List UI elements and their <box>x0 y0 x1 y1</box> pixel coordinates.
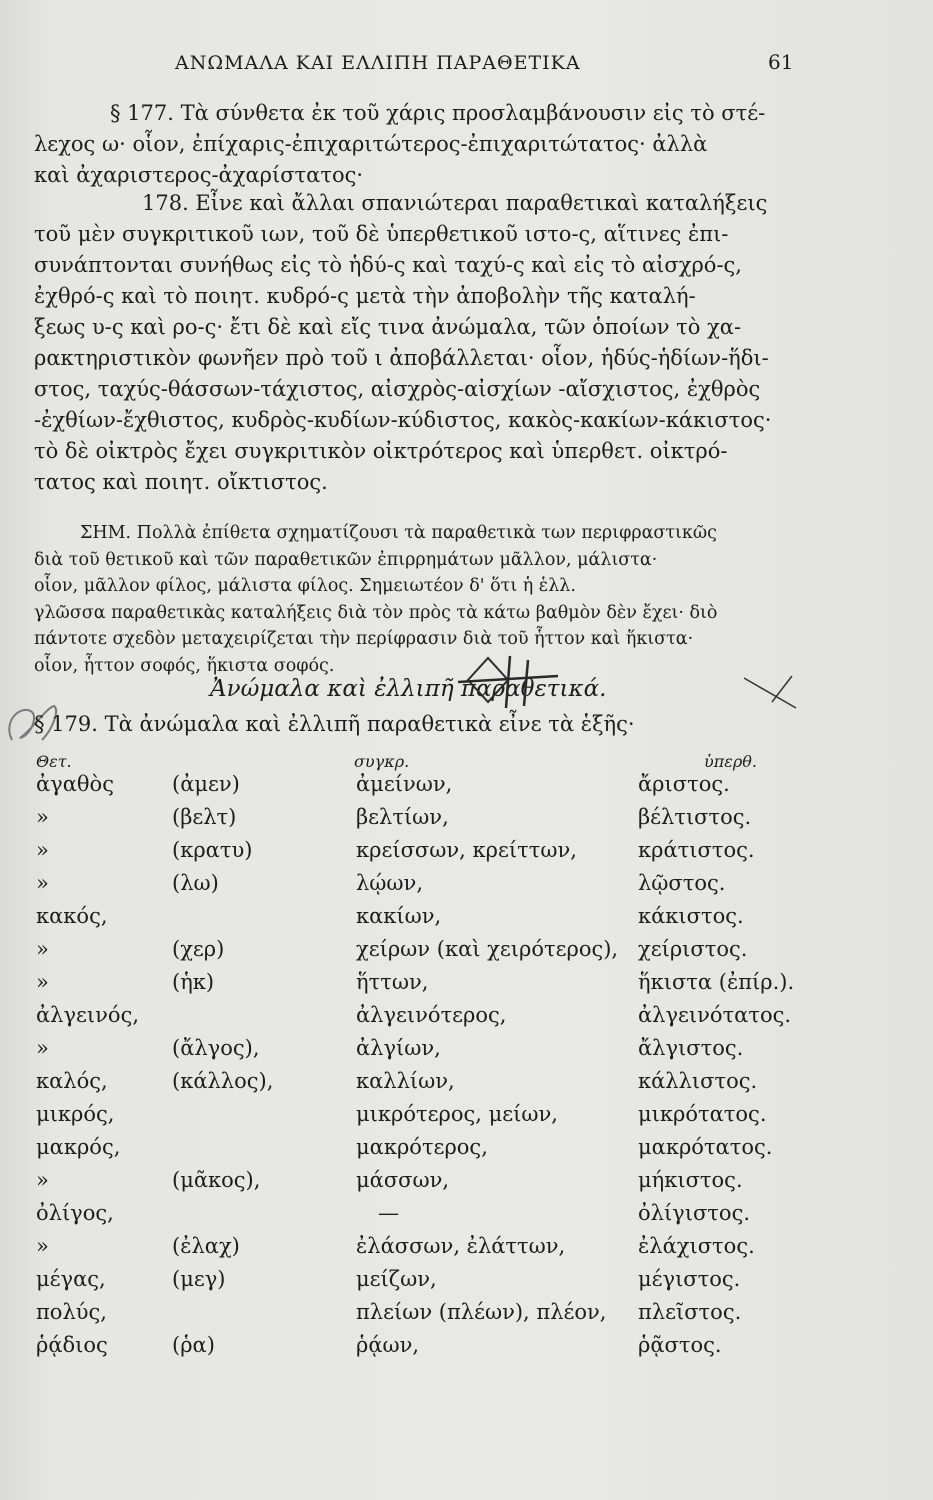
comparative-cell: κακίων, <box>356 904 442 928</box>
positive-cell: κακός, <box>36 904 108 928</box>
column-superlative: ὑπερθ. <box>704 752 757 771</box>
text-line: ἐχθρό-ς καὶ τὸ ποιητ. κυδρό-ς μετὰ τὴν ἀποβολὴν τῆς καταλή- <box>34 284 696 308</box>
stem-cell: (κρατυ) <box>172 838 253 862</box>
section-178 <box>34 188 824 498</box>
table-row <box>0 1234 933 1267</box>
comparative-cell: ἀμείνων, <box>356 772 453 796</box>
superlative-cell: ἄλγιστος. <box>638 1036 744 1060</box>
positive-cell: μακρός, <box>36 1135 121 1159</box>
superlative-cell: λῷστος. <box>638 871 726 895</box>
superlative-cell: μικρότατος. <box>638 1102 767 1126</box>
note-line: οἷον, ἧττον σοφός, ἥκιστα σοφός. <box>34 655 335 676</box>
superlative-cell: ἐλάχιστος. <box>638 1234 755 1258</box>
comparative-cell: μείζων, <box>356 1267 437 1291</box>
stem-cell: (χερ) <box>172 937 225 961</box>
stem-cell: (κάλλος), <box>172 1069 274 1093</box>
table-row <box>0 1102 933 1135</box>
table-row <box>0 1069 933 1102</box>
comparative-cell: πλείων (πλέων), πλέον, <box>356 1300 607 1324</box>
text-line: λεχος ω· οἷον, ἐπίχαρις-ἐπιχαριτώτερος-ἐπιχαριτώτατος· ἀλλὰ <box>34 132 708 156</box>
text-line: § 177. Τὰ σύνθετα ἐκ τοῦ χάρις προσλαμβάνουσιν εἰς τὸ στέ- <box>110 101 766 125</box>
note-line: ΣΗΜ. Πολλὰ ἐπίθετα σχηματίζουσι τὰ παραθετικὰ των περιφραστικῶς <box>80 523 717 543</box>
table-row <box>0 1168 933 1201</box>
positive-cell: » <box>36 805 49 829</box>
table-row <box>0 871 933 904</box>
superlative-cell: ἀλγεινότατος. <box>638 1003 792 1027</box>
stem-cell: (ῥα) <box>172 1333 215 1357</box>
positive-cell: ῥᾴδιος <box>36 1333 108 1357</box>
running-title: ΑΝΩΜΑΛΑ ΚΑΙ ΕΛΛΙΠΗ ΠΑΡΑΘΕΤΙΚΑ <box>175 52 581 74</box>
text-line: 178. Εἶνε καὶ ἄλλαι σπανιώτεραι παραθετικαὶ καταλήξεις <box>142 191 768 215</box>
comparative-cell: βελτίων, <box>356 805 449 829</box>
positive-cell: » <box>36 838 49 862</box>
superlative-cell: ῥᾷστος. <box>638 1333 722 1357</box>
table-row <box>0 1333 933 1366</box>
positive-cell: πολύς, <box>36 1300 107 1324</box>
stem-cell: (μεγ) <box>172 1267 226 1291</box>
positive-cell: ἀγαθὸς <box>36 772 114 796</box>
positive-cell: μέγας, <box>36 1267 106 1291</box>
column-positive: Θετ. <box>36 752 72 771</box>
section-heading: Ἀνώμαλα καὶ ἐλλιπῆ παραθετικά. <box>210 676 607 702</box>
positive-cell: » <box>36 871 49 895</box>
comparative-cell: μακρότερος, <box>356 1135 488 1159</box>
comparative-cell: ῥᾴων, <box>356 1333 420 1357</box>
positive-cell: » <box>36 1234 49 1258</box>
column-comparative: συγκρ. <box>354 752 410 771</box>
text-line: τὸ δὲ οἰκτρὸς ἔχει συγκριτικὸν οἰκτρότερος καὶ ὑπερθετ. οἰκτρό- <box>34 439 728 463</box>
comparative-cell: χείρων (καὶ χειρότερος), <box>356 937 619 961</box>
table-row <box>0 970 933 1003</box>
page-header <box>0 50 933 80</box>
note-line: οἷον, μᾶλλον φίλος, μάλιστα φίλος. Σημειωτέον δ' ὅτι ἡ ἑλλ. <box>34 576 576 596</box>
pencil-x-mark <box>742 674 798 712</box>
section-179: § 179. Τὰ ἀνώμαλα καὶ ἐλλιπῆ παραθετικὰ εἶνε τὰ ἑξῆς· <box>34 712 635 736</box>
table-row <box>0 937 933 970</box>
table-row <box>0 1003 933 1036</box>
text-line: ξεως υ-ς καὶ ρο-ς· ἔτι δὲ καὶ εἴς τινα ἀνώμαλα, τῶν ὁποίων τὸ χα- <box>34 315 742 339</box>
superlative-cell: μακρότατος. <box>638 1135 773 1159</box>
positive-cell: » <box>36 970 49 994</box>
section-177 <box>34 98 824 191</box>
superlative-cell: μέγιστος. <box>638 1267 741 1291</box>
table-row <box>0 1036 933 1069</box>
comparative-cell: λῴων, <box>356 871 423 895</box>
positive-cell: » <box>36 937 49 961</box>
stem-cell: (ἐλαχ) <box>172 1234 240 1258</box>
table-row <box>0 1267 933 1300</box>
text-line: στος, ταχύς-θάσσων-τάχιστος, αἰσχρὸς-αἰσχίων -αἴσχιστος, ἐχθρὸς <box>34 377 761 401</box>
stem-cell: (μᾶκος), <box>172 1168 261 1192</box>
positive-cell: » <box>36 1168 49 1192</box>
positive-cell: ὀλίγος, <box>36 1201 114 1225</box>
stem-cell: (βελτ) <box>172 805 237 829</box>
table-row <box>0 1300 933 1333</box>
page-number: 61 <box>768 50 794 74</box>
table-row <box>0 838 933 871</box>
comparative-cell: ἥττων, <box>356 970 429 994</box>
superlative-cell: πλεῖστος. <box>638 1300 742 1324</box>
comparative-cell: μάσσων, <box>356 1168 450 1192</box>
positive-cell: » <box>36 1036 49 1060</box>
superlative-cell: κάλλιστος. <box>638 1069 758 1093</box>
comparative-cell: κρείσσων, κρείττων, <box>356 838 577 862</box>
table-row <box>0 904 933 937</box>
positive-cell: καλός, <box>36 1069 108 1093</box>
superlative-cell: κάκιστος. <box>638 904 744 928</box>
note-line: διὰ τοῦ θετικοῦ καὶ τῶν παραθετικῶν ἐπιρρημάτων μᾶλλον, μάλιστα· <box>34 549 658 570</box>
comparative-cell: — <box>378 1201 399 1225</box>
comparative-cell: μικρότερος, μείων, <box>356 1102 558 1126</box>
stem-cell: (λω) <box>172 871 219 895</box>
superlative-cell: ὀλίγιστος. <box>638 1201 751 1225</box>
comparative-cell: καλλίων, <box>356 1069 455 1093</box>
superlative-cell: κράτιστος. <box>638 838 755 862</box>
text-line: καὶ ἀχαριστερος-ἀχαρίστατος· <box>34 163 364 187</box>
positive-cell: μικρός, <box>36 1102 115 1126</box>
comparative-cell: ἀλγεινότερος, <box>356 1003 507 1027</box>
table-row <box>0 1135 933 1168</box>
superlative-cell: ἄριστος. <box>638 772 730 796</box>
positive-cell: ἀλγεινός, <box>36 1003 140 1027</box>
stem-cell: (ἀμεν) <box>172 772 240 796</box>
note-line: πάντοτε σχεδὸν μεταχειρίζεται τὴν περίφρασιν διὰ τοῦ ἧττον καὶ ἥκιστα· <box>34 629 694 649</box>
superlative-cell: μήκιστος. <box>638 1168 743 1192</box>
text-line: ρακτηριστικὸν φωνῆεν πρὸ τοῦ ι ἀποβάλλεται· οἷον, ἡδύς-ἡδίων-ἥδι- <box>34 346 769 370</box>
comparative-cell: ἐλάσσων, ἐλάττων, <box>356 1234 566 1258</box>
text-line: τατος καὶ ποιητ. οἴκτιστος. <box>34 470 328 494</box>
stamp-mark <box>448 650 568 710</box>
table-row <box>0 772 933 805</box>
text-line: -ἐχθίων-ἔχθιστος, κυδρὸς-κυδίων-κύδιστος, κακὸς-κακίων-κάκιστος· <box>34 408 772 432</box>
superlative-cell: χείριστος. <box>638 937 748 961</box>
table-row <box>0 1201 933 1234</box>
superlative-cell: βέλτιστος. <box>638 805 752 829</box>
comparative-cell: ἀλγίων, <box>356 1036 441 1060</box>
note-line: γλῶσσα παραθετικὰς καταλήξεις διὰ τὸν πρὸς τὰ κάτω βαθμὸν δὲν ἔχει· διὸ <box>34 602 718 623</box>
stem-cell: (ἡκ) <box>172 970 215 994</box>
stem-cell: (ἄλγος), <box>172 1036 260 1060</box>
text-line: τοῦ μὲν συγκριτικοῦ ιων, τοῦ δὲ ὑπερθετικοῦ ιστο-ς, αἵτινες ἐπι- <box>34 222 729 246</box>
note-block <box>34 520 824 679</box>
superlative-cell: ἥκιστα (ἐπίρ.). <box>638 970 795 994</box>
table-row <box>0 805 933 838</box>
text-line: συνάπτονται συνήθως εἰς τὸ ἡδύ-ς καὶ ταχύ-ς καὶ εἰς τὸ αἰσχρό-ς, <box>34 253 742 277</box>
